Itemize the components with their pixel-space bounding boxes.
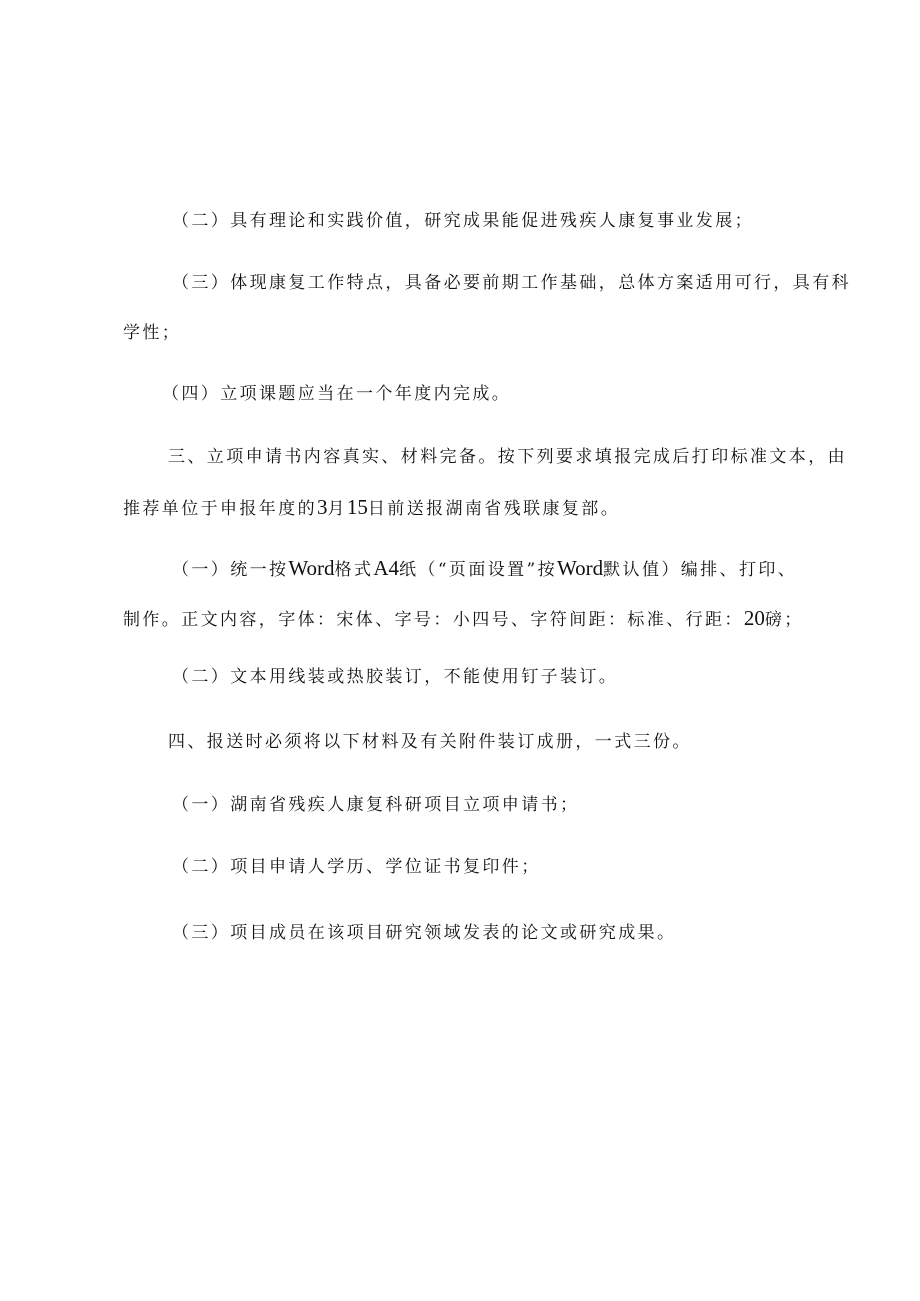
item-1-application-form: （一）湖南省残疾人康复科研项目立项申请书； <box>172 795 580 815</box>
paragraph-3-rehab-features-line1: （三）体现康复工作特点，具备必要前期工作基础，总体方案适用可行，具有科 <box>172 273 851 293</box>
section-3-application-line1: 三、立项申请书内容真实、材料完备。按下列要求填报完成后打印标准文本，由 <box>168 447 847 467</box>
paragraph-2-research-value: （二）具有理论和实践价值，研究成果能促进残疾人康复事业发展； <box>172 211 754 231</box>
subitem-1-format-line2: 制作。正文内容，字体：宋体、字号：小四号、字符间距：标准、行距：20磅； <box>123 606 804 630</box>
section-3-application-line2: 推荐单位于申报年度的3月15日前送报湖南省残联康复部。 <box>123 495 621 519</box>
paragraph-4-one-year-completion: （四）立项课题应当在一个年度内完成。 <box>162 384 512 404</box>
item-2-degree-certificates: （二）项目申请人学历、学位证书复印件； <box>172 857 541 877</box>
item-3-research-papers: （三）项目成员在该项目研究领域发表的论文或研究成果。 <box>172 923 677 943</box>
subitem-1-format-line1: （一）统一按Word格式A4纸（“页面设置”按Word默认值）编排、打印、 <box>172 556 798 580</box>
section-4-submission: 四、报送时必须将以下材料及有关附件装订成册，一式三份。 <box>168 732 692 752</box>
subitem-2-binding: （二）文本用线装或热胶装订，不能使用钉子装订。 <box>172 667 619 687</box>
paragraph-3-rehab-features-line2: 学性； <box>123 323 182 343</box>
